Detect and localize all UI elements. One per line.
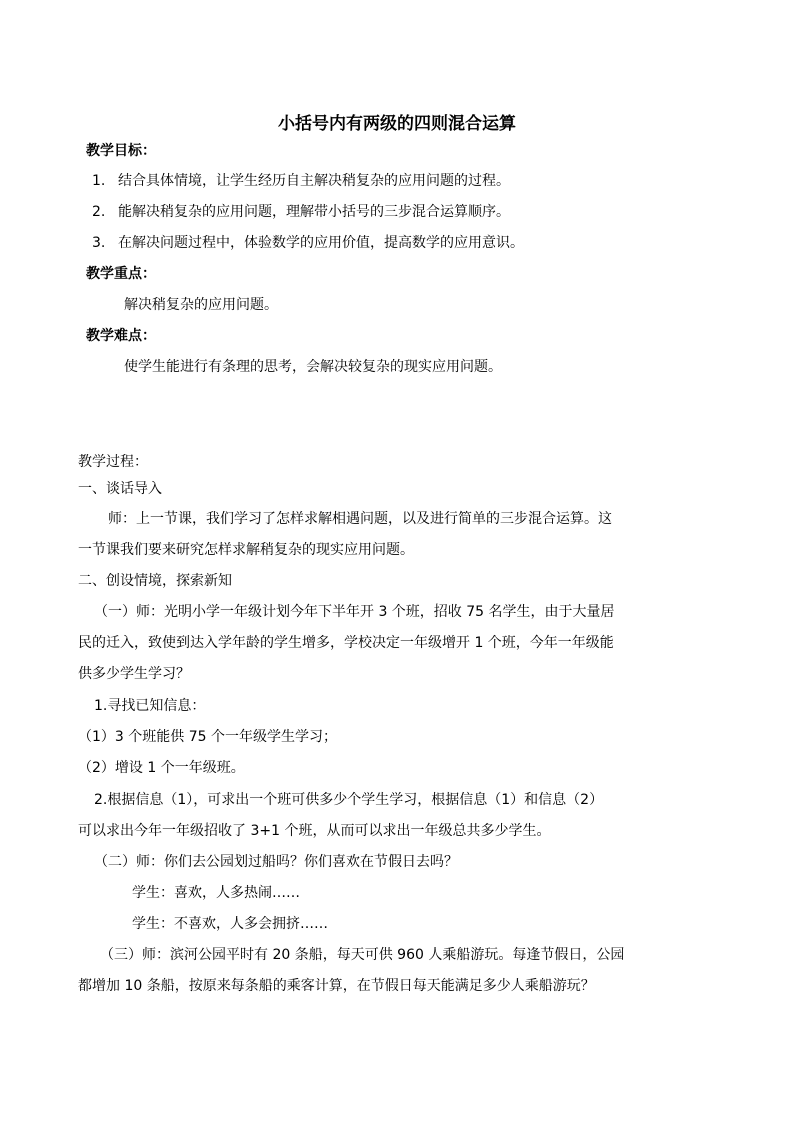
part1-line-3: 供多少学生学习？ [78,666,190,682]
info2-text: （2）增设 1 个一年级班。 [78,760,245,776]
objective-text: 结合具体情境，让学生经历自主解决稍复杂的应用问题的过程。 [118,173,510,189]
process-heading: 教学过程： [78,454,148,470]
step1-text: 1.寻找已知信息： [94,698,206,714]
part3-line-1: （三）师：滨河公园平时有 20 条船，每天可供 960 人乘船游玩。每逢节假日，公园 [100,947,625,963]
step2-line-2: 可以求出今年一年级招收了 3+1 个班，从而可以求出一年级总共多少学生。 [78,823,551,839]
objective-item-1 [92,172,510,190]
section1-line-2: 一节课我们要来研究怎样求解稍复杂的现实应用问题。 [78,542,414,558]
objective-number: 2. [92,204,106,220]
section1-heading: 一、谈话导入 [78,481,162,497]
part1-line-2: 民的迁入，致使到达入学年龄的学生增多，学校决定一年级增开 1 个班，今年一年级能 [78,635,614,651]
objective-text: 能解决稍复杂的应用问题，理解带小括号的三步混合运算顺序。 [118,204,510,220]
key-points-heading: 教学重点： [86,266,156,282]
difficulties-heading: 教学难点： [86,328,156,344]
section1-line-1: 师：上一节课，我们学习了怎样求解相遇问题，以及进行简单的三步混合运算。这 [108,511,612,527]
info1-text: （1）3 个班能供 75 个一年级学生学习； [78,729,337,745]
student1-text: 学生：喜欢，人多热闹…… [132,885,300,901]
student2-text: 学生：不喜欢，人多会拥挤…… [132,916,328,932]
objective-item-2 [92,203,510,221]
document-title: 小括号内有两级的四则混合运算 [278,114,516,134]
objective-text: 在解决问题过程中，体验数学的应用价值，提高数学的应用意识。 [118,235,524,251]
objective-number: 1. [92,173,106,189]
objective-item-3 [92,234,524,252]
part3-line-2: 都增加 10 条船，按原来每条船的乘客计算，在节假日每天能满足多少人乘船游玩？ [78,978,595,994]
section2-heading: 二、创设情境，探索新知 [78,573,232,589]
objective-number: 3. [92,235,106,251]
part1-line-1: （一）师：光明小学一年级计划今年下半年开 3 个班，招收 75 名学生，由于大量居 [94,604,615,620]
part2-text: （二）师：你们去公园划过船吗？你们喜欢在节假日去吗？ [94,854,458,870]
objectives-heading: 教学目标： [86,143,156,159]
difficulties-text: 使学生能进行有条理的思考，会解决较复杂的现实应用问题。 [124,359,502,375]
step2-line-1: 2.根据信息（1），可求出一个班可供多少个学生学习，根据信息（1）和信息（2） [94,792,604,808]
key-points-text: 解决稍复杂的应用问题。 [124,297,278,313]
